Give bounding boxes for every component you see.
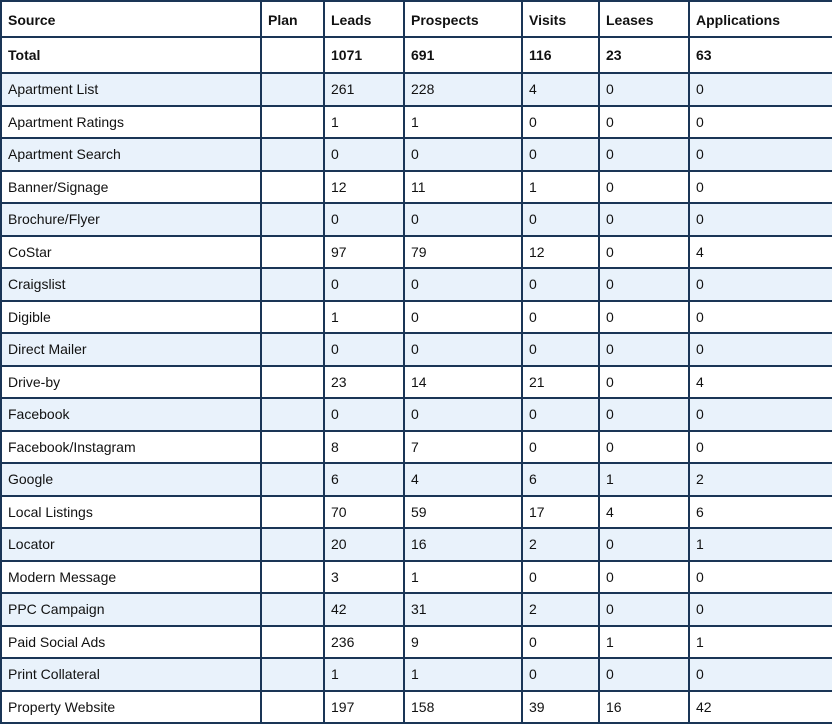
- total-applications: 63: [689, 37, 832, 73]
- cell-leads: 1: [324, 106, 404, 139]
- cell-leads: 6: [324, 463, 404, 496]
- cell-plan: [261, 333, 324, 366]
- cell-prospects: 4: [404, 463, 522, 496]
- cell-source: Drive-by: [1, 366, 261, 399]
- cell-visits: 12: [522, 236, 599, 269]
- cell-leads: 12: [324, 171, 404, 204]
- header-leases: Leases: [599, 1, 689, 37]
- cell-source: Locator: [1, 528, 261, 561]
- cell-visits: 0: [522, 333, 599, 366]
- cell-leases: 0: [599, 138, 689, 171]
- cell-source: Paid Social Ads: [1, 626, 261, 659]
- cell-leads: 23: [324, 366, 404, 399]
- header-leads: Leads: [324, 1, 404, 37]
- cell-plan: [261, 171, 324, 204]
- cell-applications: 0: [689, 138, 832, 171]
- cell-source: Local Listings: [1, 496, 261, 529]
- cell-leads: 197: [324, 691, 404, 724]
- table-row: [1, 528, 832, 561]
- table-row: [1, 73, 832, 106]
- cell-leases: 0: [599, 73, 689, 106]
- cell-visits: 0: [522, 431, 599, 464]
- cell-visits: 2: [522, 528, 599, 561]
- header-prospects: Prospects: [404, 1, 522, 37]
- cell-leases: 0: [599, 561, 689, 594]
- cell-visits: 0: [522, 658, 599, 691]
- cell-prospects: 7: [404, 431, 522, 464]
- cell-plan: [261, 561, 324, 594]
- cell-applications: 0: [689, 268, 832, 301]
- cell-plan: [261, 431, 324, 464]
- cell-applications: 2: [689, 463, 832, 496]
- cell-leads: 20: [324, 528, 404, 561]
- cell-source: Google: [1, 463, 261, 496]
- table-row: [1, 398, 832, 431]
- cell-applications: 0: [689, 658, 832, 691]
- cell-visits: 0: [522, 203, 599, 236]
- header-row: [1, 1, 832, 37]
- cell-visits: 21: [522, 366, 599, 399]
- cell-applications: 0: [689, 333, 832, 366]
- table-row: [1, 138, 832, 171]
- cell-leads: 261: [324, 73, 404, 106]
- cell-leases: 0: [599, 333, 689, 366]
- cell-source: CoStar: [1, 236, 261, 269]
- cell-leases: 0: [599, 106, 689, 139]
- cell-leases: 0: [599, 171, 689, 204]
- cell-source: Direct Mailer: [1, 333, 261, 366]
- cell-source: Digible: [1, 301, 261, 334]
- cell-prospects: 59: [404, 496, 522, 529]
- cell-leases: 0: [599, 366, 689, 399]
- cell-prospects: 0: [404, 398, 522, 431]
- total-visits: 116: [522, 37, 599, 73]
- cell-source: Print Collateral: [1, 658, 261, 691]
- cell-leases: 1: [599, 463, 689, 496]
- table-row: [1, 496, 832, 529]
- cell-source: Craigslist: [1, 268, 261, 301]
- cell-prospects: 11: [404, 171, 522, 204]
- cell-applications: 0: [689, 561, 832, 594]
- header-visits: Visits: [522, 1, 599, 37]
- cell-prospects: 1: [404, 658, 522, 691]
- cell-visits: 2: [522, 593, 599, 626]
- table-row: [1, 236, 832, 269]
- cell-visits: 17: [522, 496, 599, 529]
- cell-source: PPC Campaign: [1, 593, 261, 626]
- cell-source: Banner/Signage: [1, 171, 261, 204]
- table-row: [1, 626, 832, 659]
- table-row: [1, 268, 832, 301]
- cell-leases: 0: [599, 658, 689, 691]
- cell-visits: 1: [522, 171, 599, 204]
- cell-plan: [261, 626, 324, 659]
- cell-applications: 1: [689, 626, 832, 659]
- table-row: [1, 658, 832, 691]
- cell-prospects: 0: [404, 138, 522, 171]
- cell-visits: 39: [522, 691, 599, 724]
- table-row: [1, 463, 832, 496]
- cell-applications: 1: [689, 528, 832, 561]
- cell-leads: 0: [324, 268, 404, 301]
- cell-leads: 0: [324, 333, 404, 366]
- cell-leases: 0: [599, 236, 689, 269]
- cell-applications: 0: [689, 398, 832, 431]
- table-row: [1, 593, 832, 626]
- cell-leads: 97: [324, 236, 404, 269]
- cell-prospects: 0: [404, 333, 522, 366]
- table-row: [1, 171, 832, 204]
- cell-prospects: 14: [404, 366, 522, 399]
- cell-plan: [261, 138, 324, 171]
- cell-plan: [261, 691, 324, 724]
- cell-leads: 3: [324, 561, 404, 594]
- cell-applications: 4: [689, 366, 832, 399]
- cell-prospects: 0: [404, 301, 522, 334]
- cell-prospects: 31: [404, 593, 522, 626]
- cell-plan: [261, 398, 324, 431]
- total-source: Total: [1, 37, 261, 73]
- cell-source: Brochure/Flyer: [1, 203, 261, 236]
- cell-plan: [261, 658, 324, 691]
- cell-leases: 0: [599, 593, 689, 626]
- table-row: [1, 366, 832, 399]
- table-row: [1, 203, 832, 236]
- cell-visits: 0: [522, 138, 599, 171]
- cell-leases: 1: [599, 626, 689, 659]
- cell-prospects: 16: [404, 528, 522, 561]
- table-row: [1, 301, 832, 334]
- header-source: Source: [1, 1, 261, 37]
- total-plan: [261, 37, 324, 73]
- cell-visits: 0: [522, 398, 599, 431]
- cell-source: Property Website: [1, 691, 261, 724]
- cell-applications: 0: [689, 593, 832, 626]
- cell-plan: [261, 528, 324, 561]
- cell-prospects: 228: [404, 73, 522, 106]
- cell-leases: 0: [599, 398, 689, 431]
- cell-plan: [261, 73, 324, 106]
- cell-source: Facebook/Instagram: [1, 431, 261, 464]
- cell-source: Modern Message: [1, 561, 261, 594]
- cell-applications: 42: [689, 691, 832, 724]
- cell-visits: 0: [522, 561, 599, 594]
- cell-leases: 4: [599, 496, 689, 529]
- table-row: [1, 431, 832, 464]
- cell-applications: 0: [689, 431, 832, 464]
- cell-prospects: 9: [404, 626, 522, 659]
- cell-prospects: 1: [404, 561, 522, 594]
- total-row: [1, 37, 832, 73]
- header-plan: Plan: [261, 1, 324, 37]
- cell-applications: 0: [689, 73, 832, 106]
- cell-plan: [261, 463, 324, 496]
- cell-source: Facebook: [1, 398, 261, 431]
- cell-visits: 0: [522, 626, 599, 659]
- header-applications: Applications: [689, 1, 832, 37]
- total-leases: 23: [599, 37, 689, 73]
- cell-prospects: 0: [404, 203, 522, 236]
- cell-applications: 0: [689, 171, 832, 204]
- cell-prospects: 0: [404, 268, 522, 301]
- cell-applications: 0: [689, 106, 832, 139]
- cell-prospects: 158: [404, 691, 522, 724]
- cell-leads: 8: [324, 431, 404, 464]
- cell-leases: 0: [599, 268, 689, 301]
- cell-visits: 4: [522, 73, 599, 106]
- cell-plan: [261, 268, 324, 301]
- cell-visits: 0: [522, 106, 599, 139]
- cell-plan: [261, 366, 324, 399]
- table-row: [1, 106, 832, 139]
- cell-source: Apartment Search: [1, 138, 261, 171]
- cell-leads: 70: [324, 496, 404, 529]
- cell-plan: [261, 496, 324, 529]
- cell-visits: 6: [522, 463, 599, 496]
- total-leads: 1071: [324, 37, 404, 73]
- cell-plan: [261, 106, 324, 139]
- cell-leads: 42: [324, 593, 404, 626]
- cell-leases: 0: [599, 431, 689, 464]
- cell-plan: [261, 593, 324, 626]
- cell-applications: 6: [689, 496, 832, 529]
- cell-leads: 236: [324, 626, 404, 659]
- cell-leads: 0: [324, 138, 404, 171]
- cell-applications: 0: [689, 301, 832, 334]
- cell-leads: 1: [324, 301, 404, 334]
- cell-prospects: 79: [404, 236, 522, 269]
- cell-applications: 0: [689, 203, 832, 236]
- table-row: [1, 333, 832, 366]
- cell-leads: 0: [324, 398, 404, 431]
- cell-visits: 0: [522, 301, 599, 334]
- total-prospects: 691: [404, 37, 522, 73]
- cell-source: Apartment List: [1, 73, 261, 106]
- table-row: [1, 691, 832, 724]
- cell-prospects: 1: [404, 106, 522, 139]
- cell-leases: 0: [599, 203, 689, 236]
- cell-plan: [261, 301, 324, 334]
- cell-leads: 0: [324, 203, 404, 236]
- cell-leases: 16: [599, 691, 689, 724]
- cell-source: Apartment Ratings: [1, 106, 261, 139]
- cell-leases: 0: [599, 301, 689, 334]
- cell-leases: 0: [599, 528, 689, 561]
- table-row: [1, 561, 832, 594]
- cell-visits: 0: [522, 268, 599, 301]
- cell-applications: 4: [689, 236, 832, 269]
- cell-leads: 1: [324, 658, 404, 691]
- cell-plan: [261, 203, 324, 236]
- cell-plan: [261, 236, 324, 269]
